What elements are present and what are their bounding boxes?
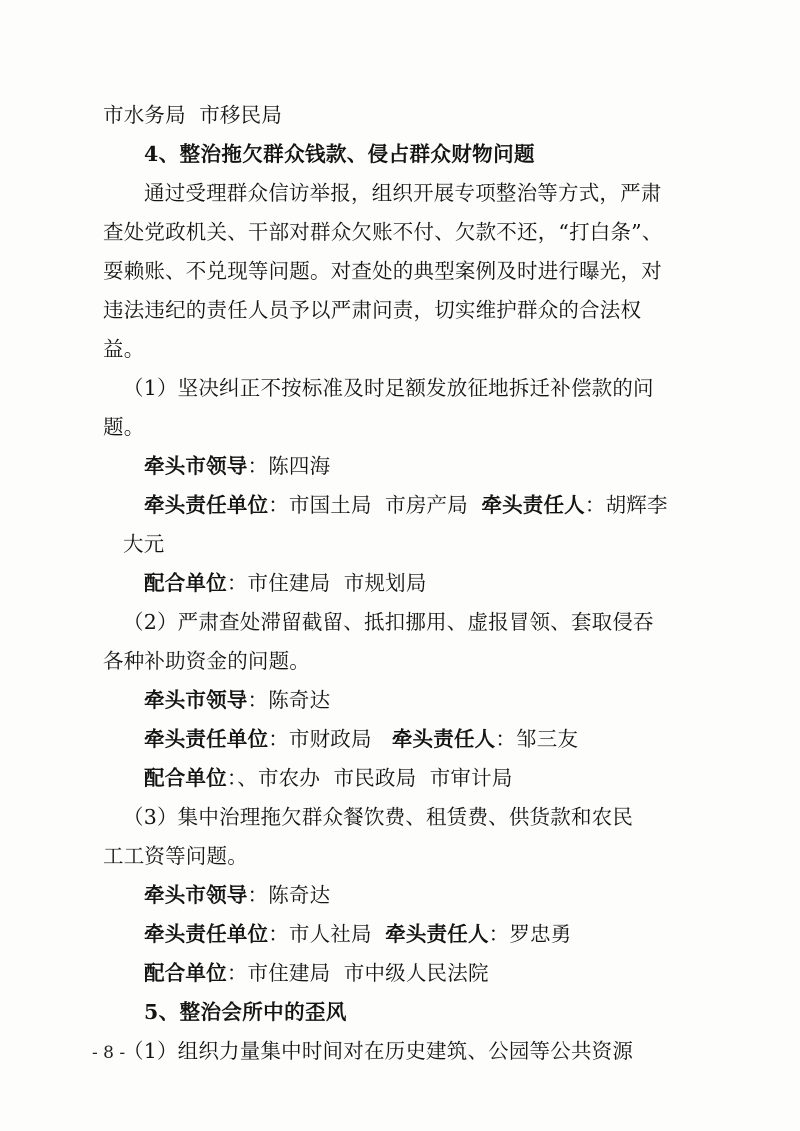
page-number: - 8 - (92, 1043, 126, 1063)
field-value-person: ：罗忠勇 (488, 922, 572, 946)
field-line-support-unit (103, 954, 701, 993)
text-line: （2）严肃查处滞留截留、抵扣挪用、虚报冒领、套取侵吞 (123, 610, 654, 634)
field-value-person: ：邹三友 (495, 727, 579, 751)
text-line: （3）集中治理拖欠群众餐饮费、租赁费、供货款和农民 (123, 805, 634, 829)
field-value: ：陈四海 (247, 454, 331, 478)
field-value: ：市住建局 市规划局 (226, 571, 427, 595)
field-value-person: ：胡辉李 (584, 493, 668, 517)
text-line: 题。 (103, 415, 145, 439)
text-line: 大元 (123, 532, 165, 556)
field-line-lead-leader (103, 447, 701, 486)
field-label-person: 牵头责任人 (385, 922, 489, 946)
document-body (103, 96, 701, 1071)
text-line: （1）坚决纠正不按标准及时足额发放征地拆迁补偿款的问 (123, 376, 654, 400)
section-heading: 5、整治会所中的歪风 (144, 1000, 347, 1024)
field-label: 牵头责任单位 (144, 493, 269, 517)
text-line: 耍赖账、不兑现等问题。对查处的典型案例及时进行曝光，对 (103, 259, 662, 283)
field-line-lead-leader (103, 876, 701, 915)
field-label: 牵头市领导 (144, 883, 248, 907)
field-label-person: 牵头责任人 (481, 493, 585, 517)
field-label-person: 牵头责任人 (391, 727, 496, 751)
field-value: ：陈奇达 (247, 688, 331, 712)
field-value: ：市住建局 市中级人民法院 (226, 961, 489, 985)
text-line: 市水务局 市移民局 (103, 103, 283, 127)
field-value: ：市人社局 (268, 922, 386, 946)
field-line-lead-leader (103, 681, 701, 720)
text-line: 益。 (103, 337, 145, 361)
field-label: 配合单位 (144, 961, 227, 985)
text-line: 工工资等问题。 (103, 844, 248, 868)
field-label: 牵头市领导 (144, 454, 248, 478)
field-line-lead-unit (103, 486, 701, 525)
text-line: 违法违纪的责任人员予以严肃问责，切实维护群众的合法权 (103, 298, 642, 322)
field-line-lead-unit (103, 720, 701, 759)
field-value: ：市财政局 (268, 727, 392, 751)
field-label: 牵头责任单位 (144, 727, 269, 751)
field-label: 牵头责任单位 (144, 922, 269, 946)
field-line-support-unit (103, 564, 701, 603)
section-heading: 4、整治拖欠群众钱款、侵占群众财物问题 (144, 142, 535, 166)
field-value: ：市国土局 市房产局 (268, 493, 482, 517)
text-line: 通过受理群众信访举报，组织开展专项整治等方式，严肃 (144, 181, 662, 205)
field-label: 牵头市领导 (144, 688, 248, 712)
text-line: （1）组织力量集中时间对在历史建筑、公园等公共资源 (123, 1039, 634, 1063)
field-value: ：、市农办 市民政局 市审计局 (226, 766, 513, 790)
field-label: 配合单位 (144, 571, 227, 595)
field-line-support-unit (103, 759, 701, 798)
field-line-lead-unit (103, 915, 701, 954)
field-value: ：陈奇达 (247, 883, 331, 907)
text-line: 各种补助资金的问题。 (103, 649, 310, 673)
field-label: 配合单位 (144, 766, 227, 790)
text-line: 查处党政机关、干部对群众欠账不付、欠款不还，“打白条”、 (103, 220, 663, 244)
